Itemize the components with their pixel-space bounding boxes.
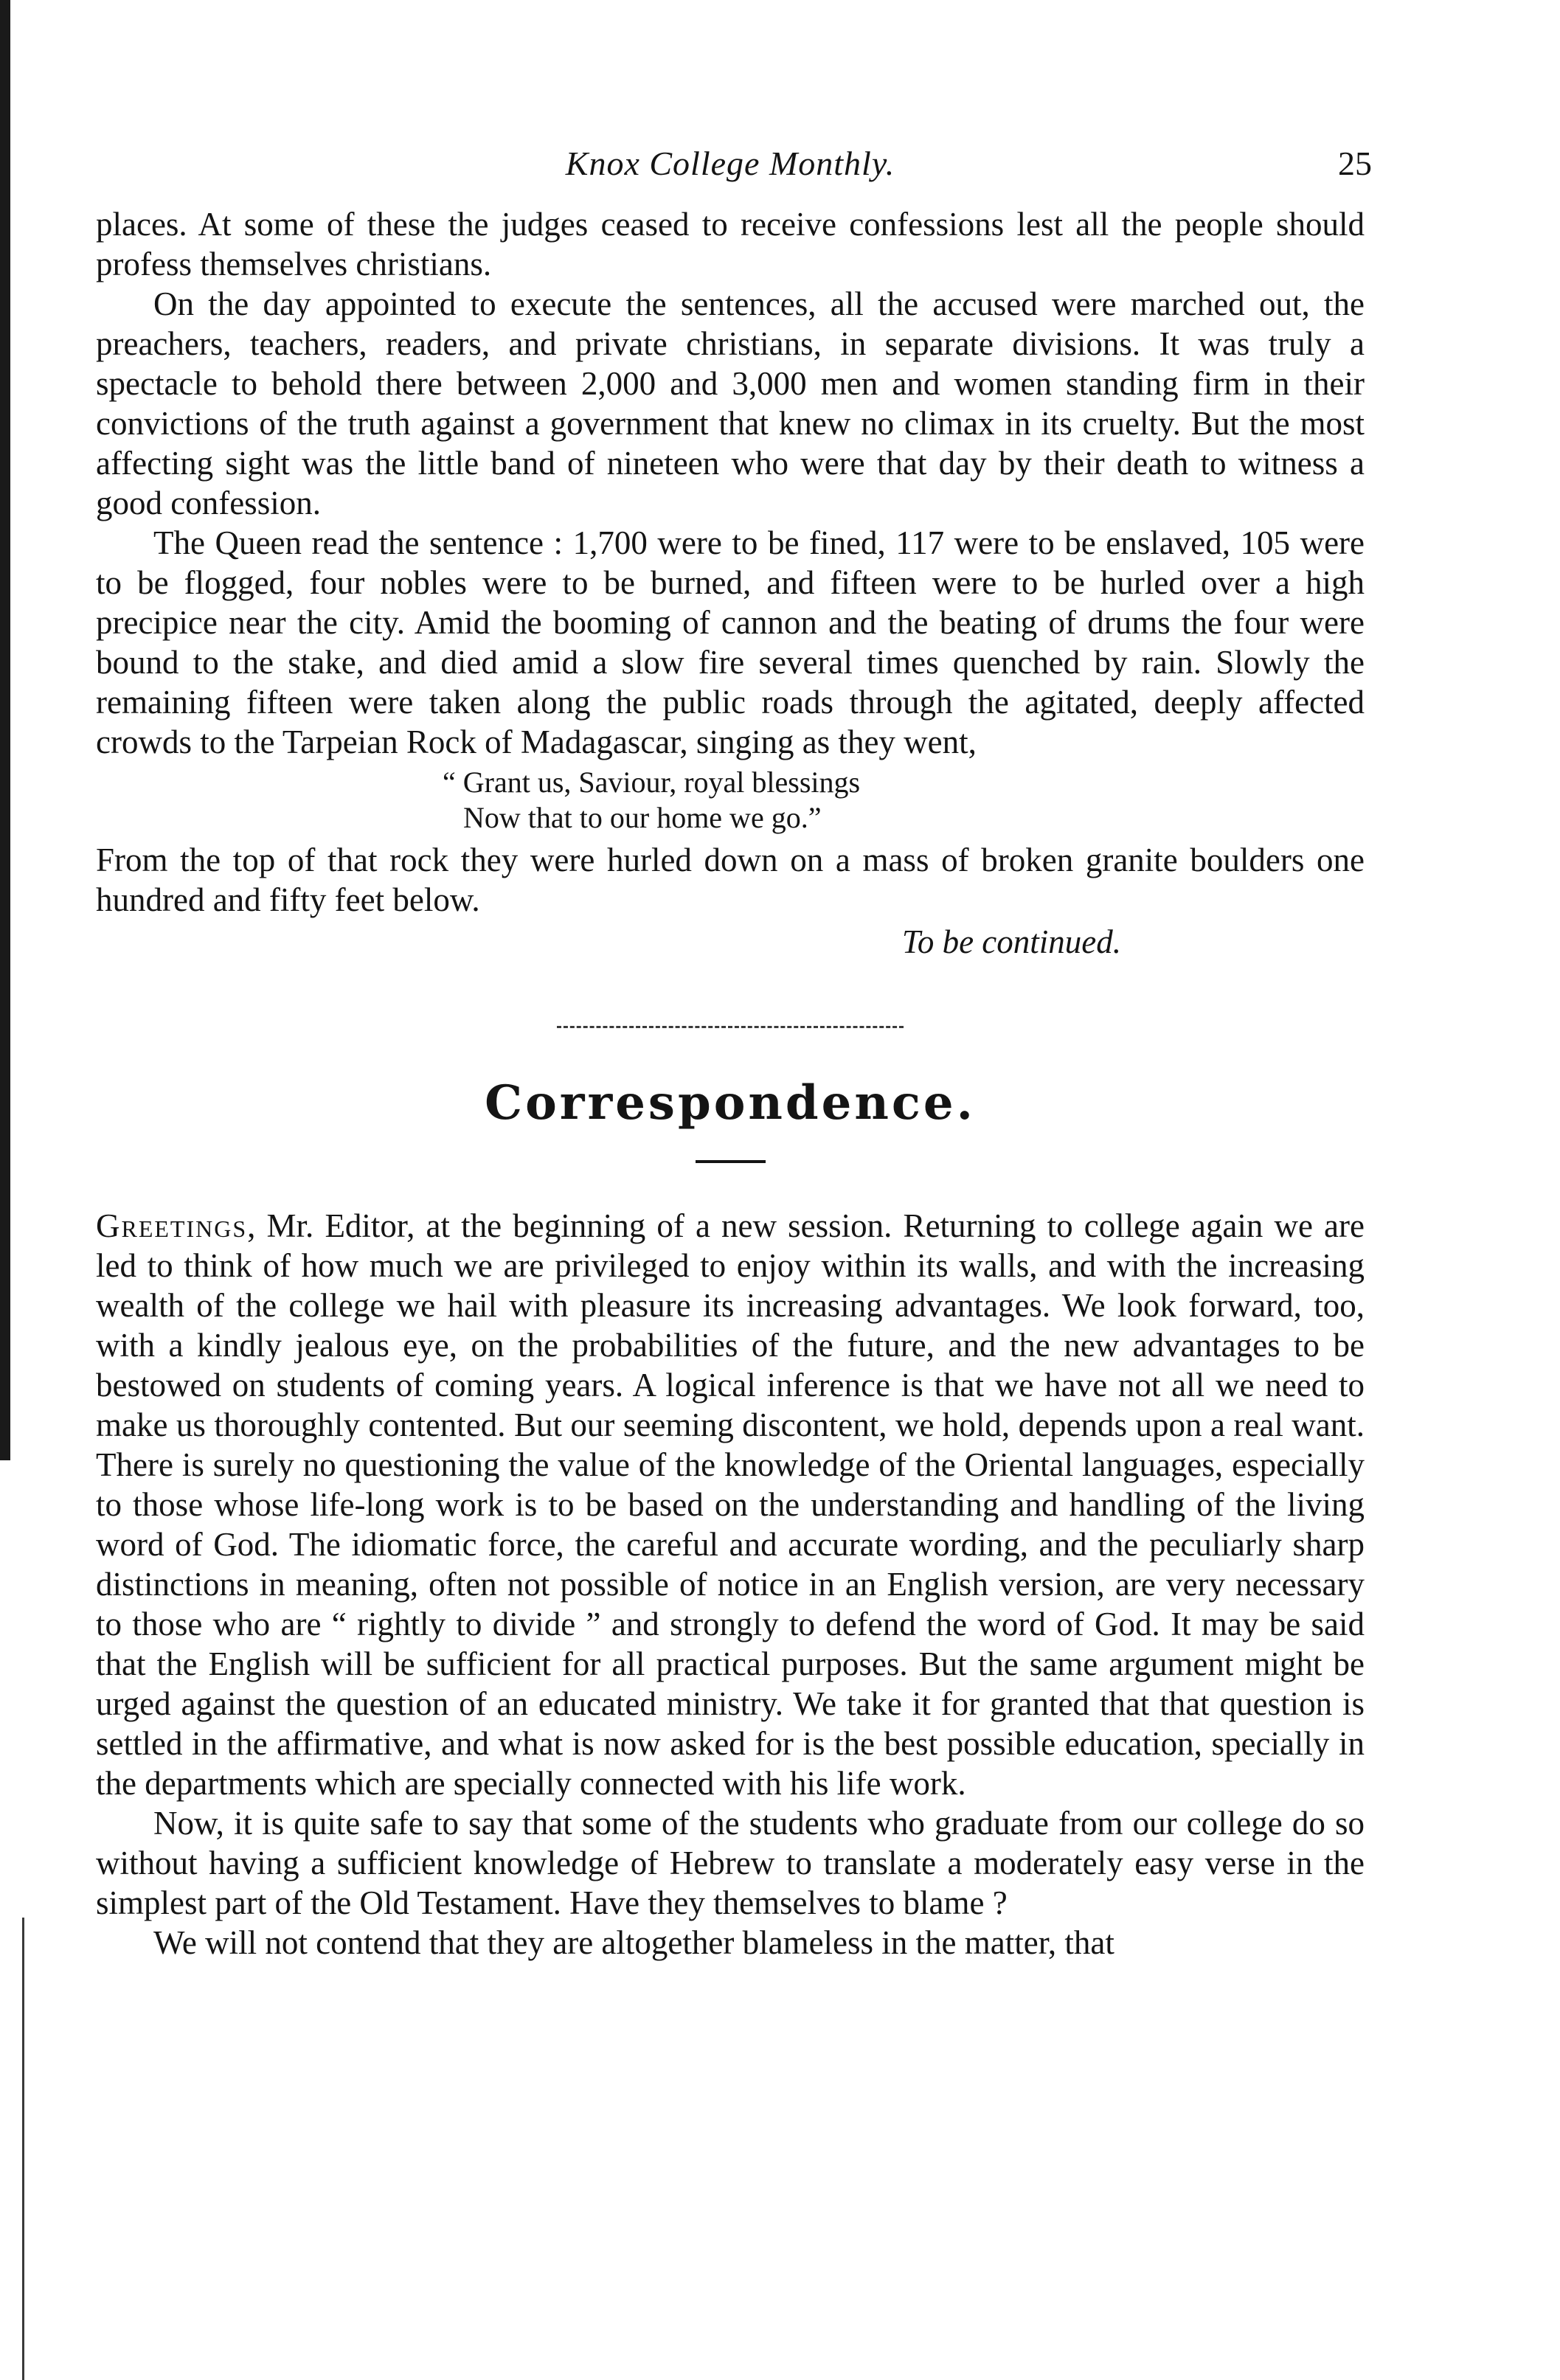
paragraph-continuation: places. At some of these the judges ceased to receive confessions lest all the people should profess themselves christians. [96,206,1365,282]
hymn-line: Now that to our home we go.” [463,801,822,834]
scan-binding-edge [0,0,10,1460]
page-number: 25 [1338,145,1372,182]
section-title: Correspondence. [485,1075,976,1131]
correspondence-paragraph: We will not contend that they are altogether blameless in the matter, that [153,1924,1114,1961]
running-head-title: Knox College Monthly. [565,145,895,182]
paragraph-execution-day: On the day appointed to execute the sentences, all the accused were marched out, the preachers, teachers, readers, and private christians, in separate divisions. It was truly a spectacle to behold there between 2,000 and 3,000 men and women standing firm in their convictions of the truth against a government that knew no climax in its cruelty. But the most affecting sight was the little band of nineteen who were that day by their death to witness a good confession. [96,285,1365,521]
hymn-line: “ Grant us, Saviour, royal blessings [443,766,861,799]
page-body [96,144,1372,1963]
opening-text: , Mr. Editor, at the beginning of a new session. Returning to college again we are led to think of how much we are privileged to enjoy within its walls, and with the increasing wealth of the college we hail with pleasure its increasing advantages. We look forward, too, with a kindly jealous eye, on the probabilities of the future, and the new advantages to be bestowed on students of coming years. A logical inference is that we have not all we need to make us thoroughly contented. But our seeming discontent, we hold, depends upon a real want. There is surely no questioning the value of the knowledge of the Oriental languages, especially to those whose life-long work is to be based on the understanding and handling of the living word of God. The idiomatic force, the careful and accurate wording, and the peculiarly sharp distinctions in meaning, often not possible of notice in an English version, are very necessary to those who are “ rightly to divide ” and strongly to defend the word of God. It may be said that the English will be sufficient for all practical purposes. But the same argument might be urged against the question of an educated ministry. We take it for granted that that question is settled in the affirmative, and what is now asked for is the best possible education, specially in the departments which are specially connected with his life work. [96,1207,1365,1802]
to-be-continued: To be continued. [901,923,1121,960]
scan-binding-edge-lower [22,1918,24,2380]
correspondence-paragraph: Now, it is quite safe to say that some of the students who graduate from our college do so without having a sufficient knowledge of Hebrew to translate a moderately easy verse in the simplest part of the Old Testament. Have they themselves to blame ? [96,1805,1365,1921]
title-rule [696,1160,766,1163]
section-separator [557,1026,904,1028]
correspondence-paragraph [96,1206,1365,1803]
paragraph-rock: From the top of that rock they were hurled down on a mass of broken granite boulders one hundred and fifty feet below. [96,842,1365,918]
running-head [96,144,1372,204]
paragraph-queen-sentence: The Queen read the sentence : 1,700 were to be fined, 117 were to be enslaved, 105 were to be flogged, four nobles were to be burned, and fifteen were to be hurled over a high precipice near the city. Amid the booming of cannon and the beating of drums the four were bound to the stake, and died amid a slow fire several times quenched by rain. Slowly the remaining fifteen were taken along the public roads through the agitated, deeply affected crowds to the Tarpeian Rock of Madagascar, singing as they went, [96,524,1365,760]
opening-word: Greetings [96,1207,248,1244]
hymn-quotation [443,765,1365,836]
